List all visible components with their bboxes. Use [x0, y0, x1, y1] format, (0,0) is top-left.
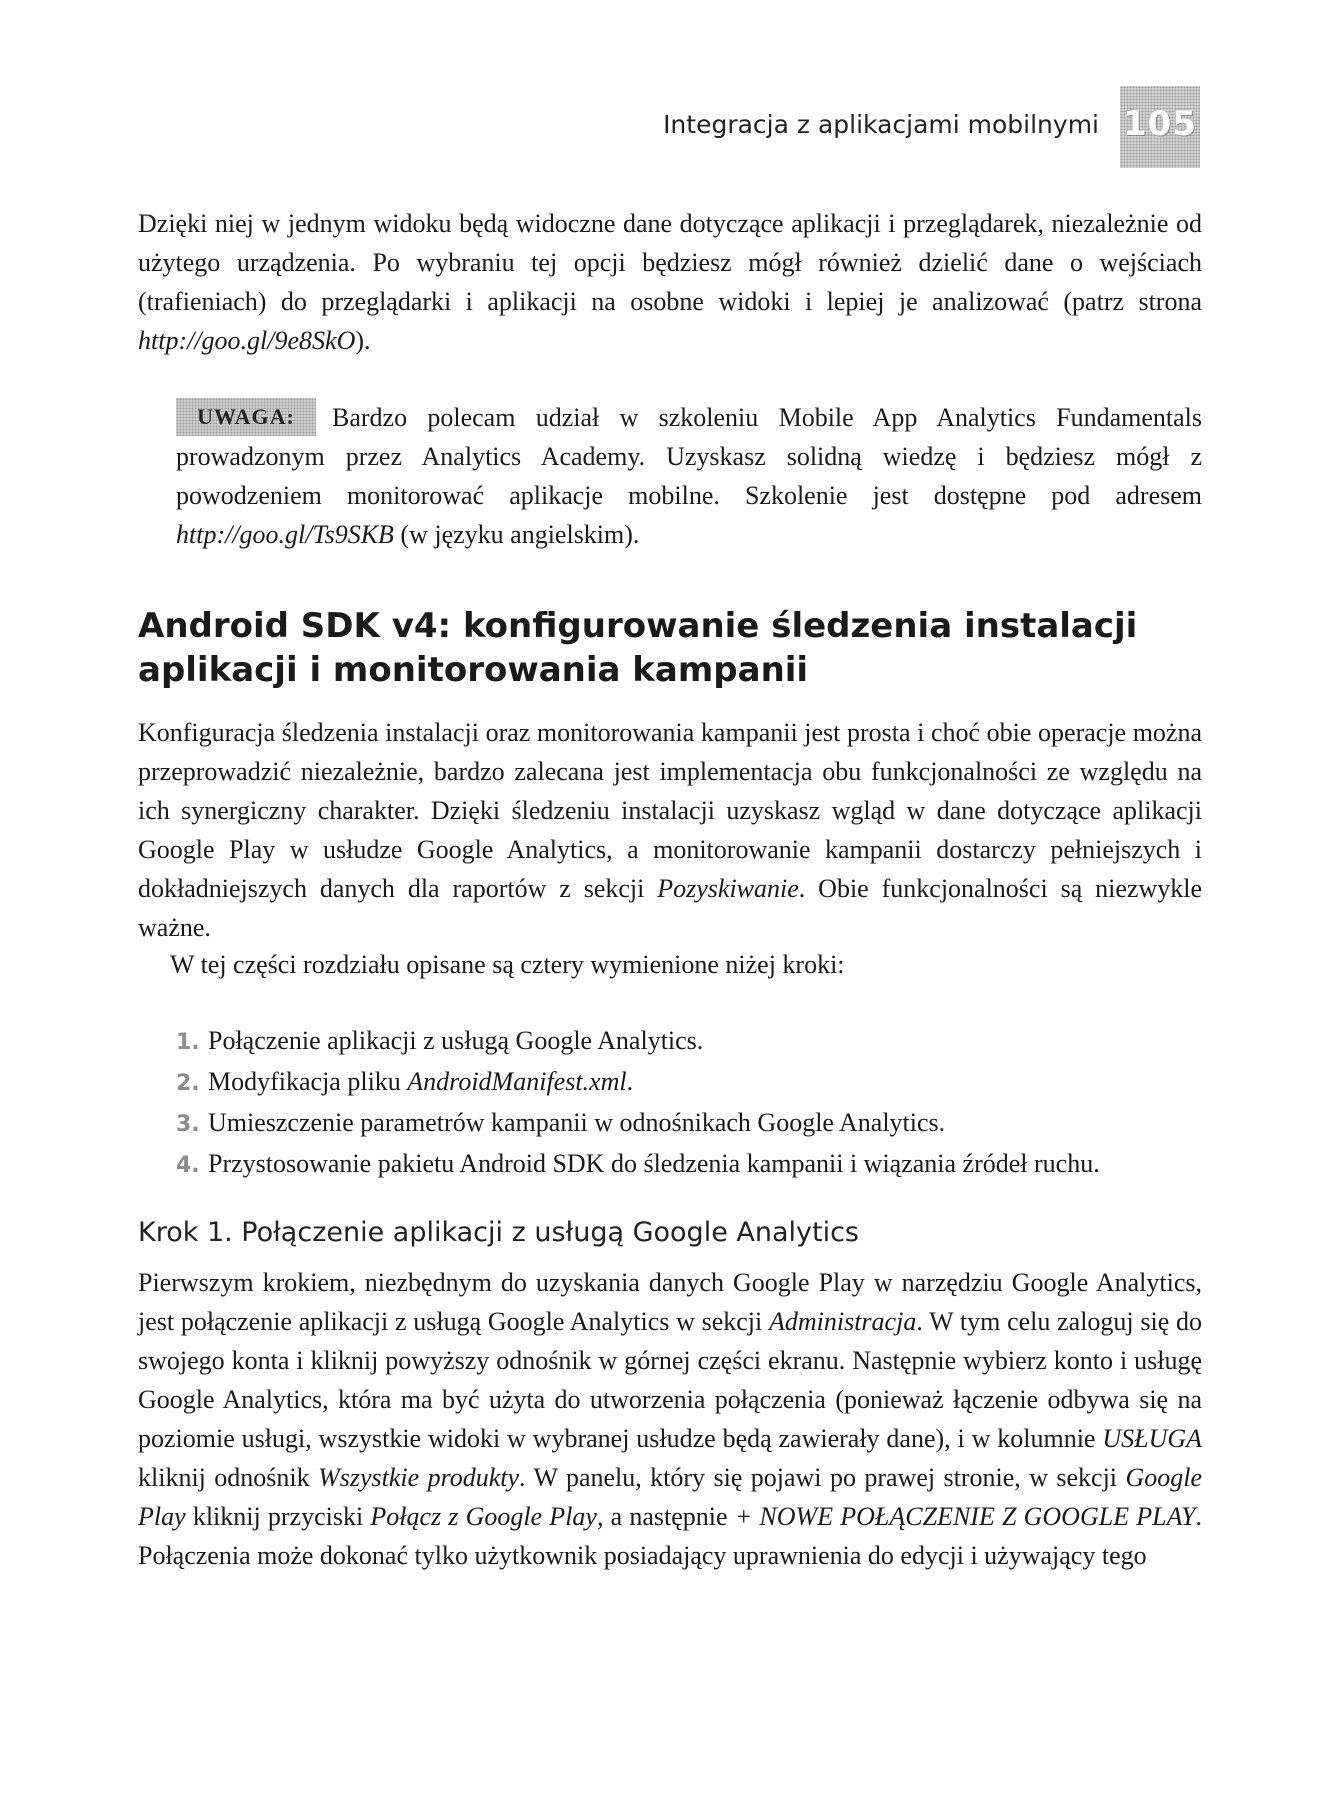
subsection-heading: Krok 1. Połączenie aplikacji z usługą Google Analytics — [138, 1217, 859, 1248]
paragraph-views — [138, 204, 1202, 360]
note-body: Bardzo polecam udział w szkoleniu Mobile App Analytics Fundamentals prowadzonym przez Analytics Academy. Uzyskasz solidną wiedzę i będziesz mógł z powodzeniem monitorować aplikacje mobilne. Szkolenie jest dostępne pod adresem — [176, 403, 1202, 510]
italic-term: USŁUGA — [1102, 1424, 1202, 1453]
text-run: kliknij odnośnik — [138, 1463, 319, 1492]
italic-term: Wszystkie produkty — [318, 1463, 520, 1492]
step-italic: AndroidManifest.xml — [407, 1067, 627, 1096]
paragraph-step-1 — [138, 1263, 1202, 1575]
text-run: . W panelu, który się pojawi po prawej stronie, w sekcji — [519, 1463, 1126, 1492]
note-label-box — [176, 398, 316, 436]
italic-term: Pozyskiwanie — [657, 874, 799, 903]
list-item — [138, 1103, 1202, 1144]
steps-list — [138, 1021, 1202, 1185]
step-number: 4. — [176, 1153, 200, 1178]
text-run: , a następnie — [596, 1502, 735, 1531]
step-text: Połączenie aplikacji z usługą Google Analytics. — [208, 1026, 704, 1055]
list-item — [138, 1144, 1202, 1185]
italic-term: + NOWE POŁĄCZENIE Z GOOGLE PLAY — [734, 1502, 1196, 1531]
note-label: UWAGA: — [197, 404, 295, 429]
page-number: 105 — [1123, 104, 1197, 144]
text-run: Pierwszym krokiem, niezbędnym do uzyskania danych Google Play w narzędziu Google Analytics, jest połączenie aplikacji z usługą Google Analytics w sekcji — [138, 1268, 1202, 1336]
paragraph-end: ). — [355, 326, 371, 355]
note-text — [176, 398, 1202, 554]
step-number: 1. — [176, 1030, 200, 1055]
italic-term: Google Play — [138, 1463, 1202, 1531]
list-item — [138, 1062, 1202, 1103]
italic-term: Połącz z Google Play — [370, 1502, 597, 1531]
step-text: Umieszczenie parametrów kampanii w odnośnikach Google Analytics. — [208, 1108, 946, 1137]
link-text: http://goo.gl/9e8SkO — [138, 326, 356, 355]
note-end: (w języku angielskim). — [393, 520, 640, 549]
text-run: . Połączenia może dokonać tylko użytkownik posiadający uprawnienia do edycji i używający tego — [138, 1502, 1202, 1570]
italic-term: Administracja — [768, 1307, 917, 1336]
list-item — [138, 1021, 1202, 1062]
paragraph-end: . Obie funkcjonalności są niezwykle ważne. — [138, 874, 1202, 942]
paragraph-text: Konfiguracja śledzenia instalacji oraz monitorowania kampanii jest prosta i choć obie operacje można przeprowadzić niezależnie, bardzo zalecana jest implementacja obu funkcjonalności ze względu na ich synergiczny charakter. Dzięki śledzeniu instalacji uzyskasz wgląd w dane dotyczące aplikacji Google Play w usłudze Google Analytics, a monitorowanie kampanii dostarczy pełniejszych i dokładniejszych danych dla raportów z sekcji — [138, 718, 1202, 903]
section-heading: Android SDK v4: konfigurowanie śledzenia instalacji aplikacji i monitorowania kampanii — [138, 606, 1138, 690]
note-link: http://goo.gl/Ts9SKB — [176, 520, 394, 549]
running-head-title: Integracja z aplikacjami mobilnymi — [663, 110, 1099, 139]
paragraph-text: Dzięki niej w jednym widoku będą widoczne dane dotyczące aplikacji i przeglądarek, niezależnie od użytego urządzenia. Po wybraniu tej opcji będziesz mógł również dzielić dane o wejściach (trafieniach) do przeglądarki i aplikacji na osobne widoki i lepiej je analizować (patrz strona — [138, 209, 1202, 316]
step-number: 2. — [176, 1071, 200, 1096]
step-number: 3. — [176, 1112, 200, 1137]
note-box — [176, 398, 1202, 554]
step-end: . — [626, 1067, 634, 1096]
paragraph-configuration — [138, 713, 1202, 947]
step-text: Przystosowanie pakietu Android SDK do śledzenia kampanii i wiązania źródeł ruchu. — [208, 1149, 1100, 1178]
text-run: kliknij przyciski — [185, 1502, 371, 1531]
step-text: Modyfikacja pliku — [208, 1067, 408, 1096]
text-run: . W tym celu zaloguj się do swojego konta i kliknij powyższy odnośnik w górnej części ekranu. Następnie wybierz konto i usługę Google Analytics, która ma być użyta do utworzenia połączenia (ponieważ łączenie odbywa się na poziomie usługi, wszystkie widoki w wybranej usłudze będą zawierały dane), i w kolumnie — [138, 1307, 1202, 1453]
paragraph-steps-intro: W tej części rozdziału opisane są cztery wymienione niżej kroki: — [170, 950, 845, 979]
